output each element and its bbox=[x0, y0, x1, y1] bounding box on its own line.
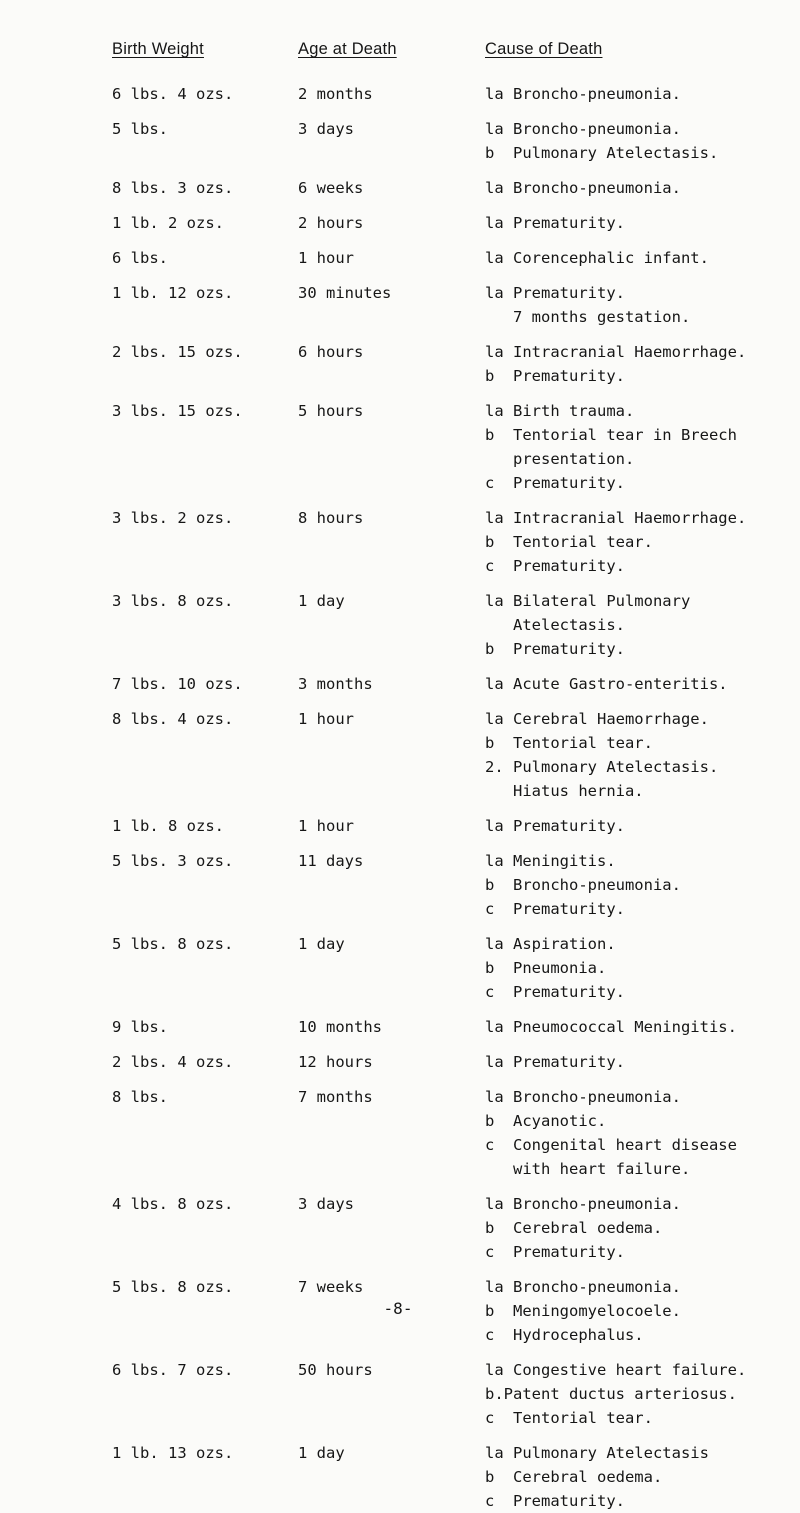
cause-of-death-cell bbox=[485, 707, 718, 803]
cause-line: b Meningomyelocoele. bbox=[485, 1302, 681, 1320]
cause-line: b Tentorial tear. bbox=[485, 533, 653, 551]
cause-line: b Cerebral oedema. bbox=[485, 1219, 663, 1237]
cause-line: presentation. bbox=[485, 450, 635, 468]
cause-of-death-cell bbox=[485, 814, 625, 838]
cause-line: b Pulmonary Atelectasis. bbox=[485, 144, 719, 162]
age-at-death-cell: 50 hours bbox=[298, 1361, 373, 1379]
age-at-death-cell: 2 hours bbox=[298, 214, 364, 232]
cause-of-death-cell bbox=[485, 399, 737, 495]
age-at-death-cell: 7 weeks bbox=[298, 1278, 364, 1296]
cause-line: c Prematurity. bbox=[485, 1243, 625, 1261]
cause-line: la Acute Gastro-enteritis. bbox=[485, 675, 728, 693]
age-at-death-cell: 1 hour bbox=[298, 817, 354, 835]
cause-of-death-cell bbox=[485, 1085, 737, 1181]
birth-weight-cell: 4 lbs. 8 ozs. bbox=[112, 1195, 234, 1213]
cause-line: la Broncho-pneumonia. bbox=[485, 1195, 681, 1213]
cause-of-death-cell bbox=[485, 176, 681, 200]
cause-line: b Pneumonia. bbox=[485, 959, 607, 977]
age-at-death-cell: 1 hour bbox=[298, 710, 354, 728]
header-cause-of-death: Cause of Death bbox=[485, 40, 603, 58]
birth-weight-cell: 3 lbs. 15 ozs. bbox=[112, 402, 243, 420]
header-age-at-death: Age at Death bbox=[298, 40, 397, 58]
cause-of-death-cell bbox=[485, 672, 728, 696]
birth-weight-cell: 1 lb. 13 ozs. bbox=[112, 1444, 234, 1462]
cause-line: la Broncho-pneumonia. bbox=[485, 1278, 681, 1296]
birth-weight-cell: 1 lb. 12 ozs. bbox=[112, 284, 234, 302]
cause-line: c Prematurity. bbox=[485, 474, 625, 492]
cause-line: b Tentorial tear. bbox=[485, 734, 653, 752]
cause-line: Atelectasis. bbox=[485, 616, 625, 634]
cause-line: c Hydrocephalus. bbox=[485, 1326, 644, 1344]
cause-line: b Cerebral oedema. bbox=[485, 1468, 663, 1486]
page-number: -8- bbox=[383, 1299, 413, 1318]
cause-of-death-cell bbox=[485, 211, 625, 235]
cause-line: 7 months gestation. bbox=[485, 308, 691, 326]
cause-line: la Prematurity. bbox=[485, 284, 625, 302]
birth-weight-cell: 9 lbs. bbox=[112, 1018, 168, 1036]
cause-line: b Prematurity. bbox=[485, 367, 625, 385]
cause-of-death-cell bbox=[485, 589, 690, 661]
cause-line: c Prematurity. bbox=[485, 900, 625, 918]
cause-line: la Birth trauma. bbox=[485, 402, 635, 420]
header-birth-weight: Birth Weight bbox=[112, 40, 204, 58]
cause-line: la Broncho-pneumonia. bbox=[485, 1088, 681, 1106]
birth-weight-cell: 2 lbs. 4 ozs. bbox=[112, 1053, 234, 1071]
cause-line: la Intracranial Haemorrhage. bbox=[485, 509, 747, 527]
birth-weight-cell: 5 lbs. 3 ozs. bbox=[112, 852, 234, 870]
birth-weight-cell: 8 lbs. 3 ozs. bbox=[112, 179, 234, 197]
page-footer bbox=[0, 1299, 800, 1318]
cause-of-death-cell bbox=[485, 1192, 681, 1264]
cause-line: c Congenital heart disease bbox=[485, 1136, 737, 1154]
age-at-death-cell: 1 hour bbox=[298, 249, 354, 267]
birth-weight-cell: 3 lbs. 2 ozs. bbox=[112, 509, 234, 527]
cause-of-death-cell bbox=[485, 1358, 746, 1430]
cause-line: b Prematurity. bbox=[485, 640, 625, 658]
cause-of-death-cell bbox=[485, 246, 709, 270]
age-at-death-cell: 10 months bbox=[298, 1018, 382, 1036]
age-at-death-cell: 1 day bbox=[298, 1444, 345, 1462]
birth-weight-cell: 6 lbs. 4 ozs. bbox=[112, 85, 234, 103]
birth-weight-cell: 6 lbs. 7 ozs. bbox=[112, 1361, 234, 1379]
birth-weight-cell: 8 lbs. 4 ozs. bbox=[112, 710, 234, 728]
age-at-death-cell: 12 hours bbox=[298, 1053, 373, 1071]
birth-weight-cell: 2 lbs. 15 ozs. bbox=[112, 343, 243, 361]
age-at-death-cell: 8 hours bbox=[298, 509, 364, 527]
birth-weight-cell: 5 lbs. 8 ozs. bbox=[112, 935, 234, 953]
cause-line: Hiatus hernia. bbox=[485, 782, 644, 800]
birth-weight-cell: 3 lbs. 8 ozs. bbox=[112, 592, 234, 610]
cause-line: la Aspiration. bbox=[485, 935, 616, 953]
cause-line: la Corencephalic infant. bbox=[485, 249, 709, 267]
cause-line: la Meningitis. bbox=[485, 852, 616, 870]
age-at-death-cell: 1 day bbox=[298, 935, 345, 953]
cause-line: b Tentorial tear in Breech bbox=[485, 426, 737, 444]
cause-of-death-cell bbox=[485, 281, 690, 329]
age-at-death-cell: 5 hours bbox=[298, 402, 364, 420]
cause-line: c Prematurity. bbox=[485, 1492, 625, 1510]
birth-weight-cell: 8 lbs. bbox=[112, 1088, 168, 1106]
cause-of-death-cell bbox=[485, 117, 718, 165]
cause-of-death-cell bbox=[485, 932, 625, 1004]
cause-line: la Broncho-pneumonia. bbox=[485, 85, 681, 103]
age-at-death-cell: 3 days bbox=[298, 1195, 354, 1213]
age-at-death-cell: 3 months bbox=[298, 675, 373, 693]
cause-line: c Prematurity. bbox=[485, 983, 625, 1001]
age-at-death-cell: 3 days bbox=[298, 120, 354, 138]
cause-of-death-cell bbox=[485, 849, 681, 921]
cause-line: la Broncho-pneumonia. bbox=[485, 120, 681, 138]
cause-of-death-cell bbox=[485, 340, 746, 388]
age-at-death-cell: 7 months bbox=[298, 1088, 373, 1106]
cause-line: 2. Pulmonary Atelectasis. bbox=[485, 758, 719, 776]
cause-line: la Bilateral Pulmonary bbox=[485, 592, 691, 610]
cause-line: c Tentorial tear. bbox=[485, 1409, 653, 1427]
cause-of-death-cell bbox=[485, 82, 681, 106]
cause-of-death-cell bbox=[485, 1015, 737, 1039]
cause-line: b Acyanotic. bbox=[485, 1112, 607, 1130]
cause-line: with heart failure. bbox=[485, 1160, 691, 1178]
birth-weight-cell: 5 lbs. 8 ozs. bbox=[112, 1278, 234, 1296]
cause-of-death-cell bbox=[485, 506, 746, 578]
cause-line: la Prematurity. bbox=[485, 1053, 625, 1071]
cause-line: la Prematurity. bbox=[485, 214, 625, 232]
cause-line: b.Patent ductus arteriosus. bbox=[485, 1385, 737, 1403]
cause-of-death-cell bbox=[485, 1050, 625, 1074]
cause-line: b Broncho-pneumonia. bbox=[485, 876, 681, 894]
cause-line: la Pneumococcal Meningitis. bbox=[485, 1018, 737, 1036]
cause-of-death-cell bbox=[485, 1441, 709, 1513]
birth-weight-cell: 7 lbs. 10 ozs. bbox=[112, 675, 243, 693]
age-at-death-cell: 6 weeks bbox=[298, 179, 364, 197]
birth-weight-cell: 6 lbs. bbox=[112, 249, 168, 267]
age-at-death-cell: 30 minutes bbox=[298, 284, 392, 302]
cause-line: la Congestive heart failure. bbox=[485, 1361, 747, 1379]
cause-line: la Intracranial Haemorrhage. bbox=[485, 343, 747, 361]
age-at-death-cell: 11 days bbox=[298, 852, 364, 870]
table-header bbox=[0, 40, 800, 70]
cause-line: la Broncho-pneumonia. bbox=[485, 179, 681, 197]
birth-weight-cell: 1 lb. 2 ozs. bbox=[112, 214, 224, 232]
age-at-death-cell: 6 hours bbox=[298, 343, 364, 361]
age-at-death-cell: 2 months bbox=[298, 85, 373, 103]
cause-line: la Prematurity. bbox=[485, 817, 625, 835]
cause-line: la Pulmonary Atelectasis bbox=[485, 1444, 709, 1462]
cause-line: c Prematurity. bbox=[485, 557, 625, 575]
birth-weight-cell: 5 lbs. bbox=[112, 120, 168, 138]
age-at-death-cell: 1 day bbox=[298, 592, 345, 610]
cause-line: la Cerebral Haemorrhage. bbox=[485, 710, 709, 728]
birth-weight-cell: 1 lb. 8 ozs. bbox=[112, 817, 224, 835]
